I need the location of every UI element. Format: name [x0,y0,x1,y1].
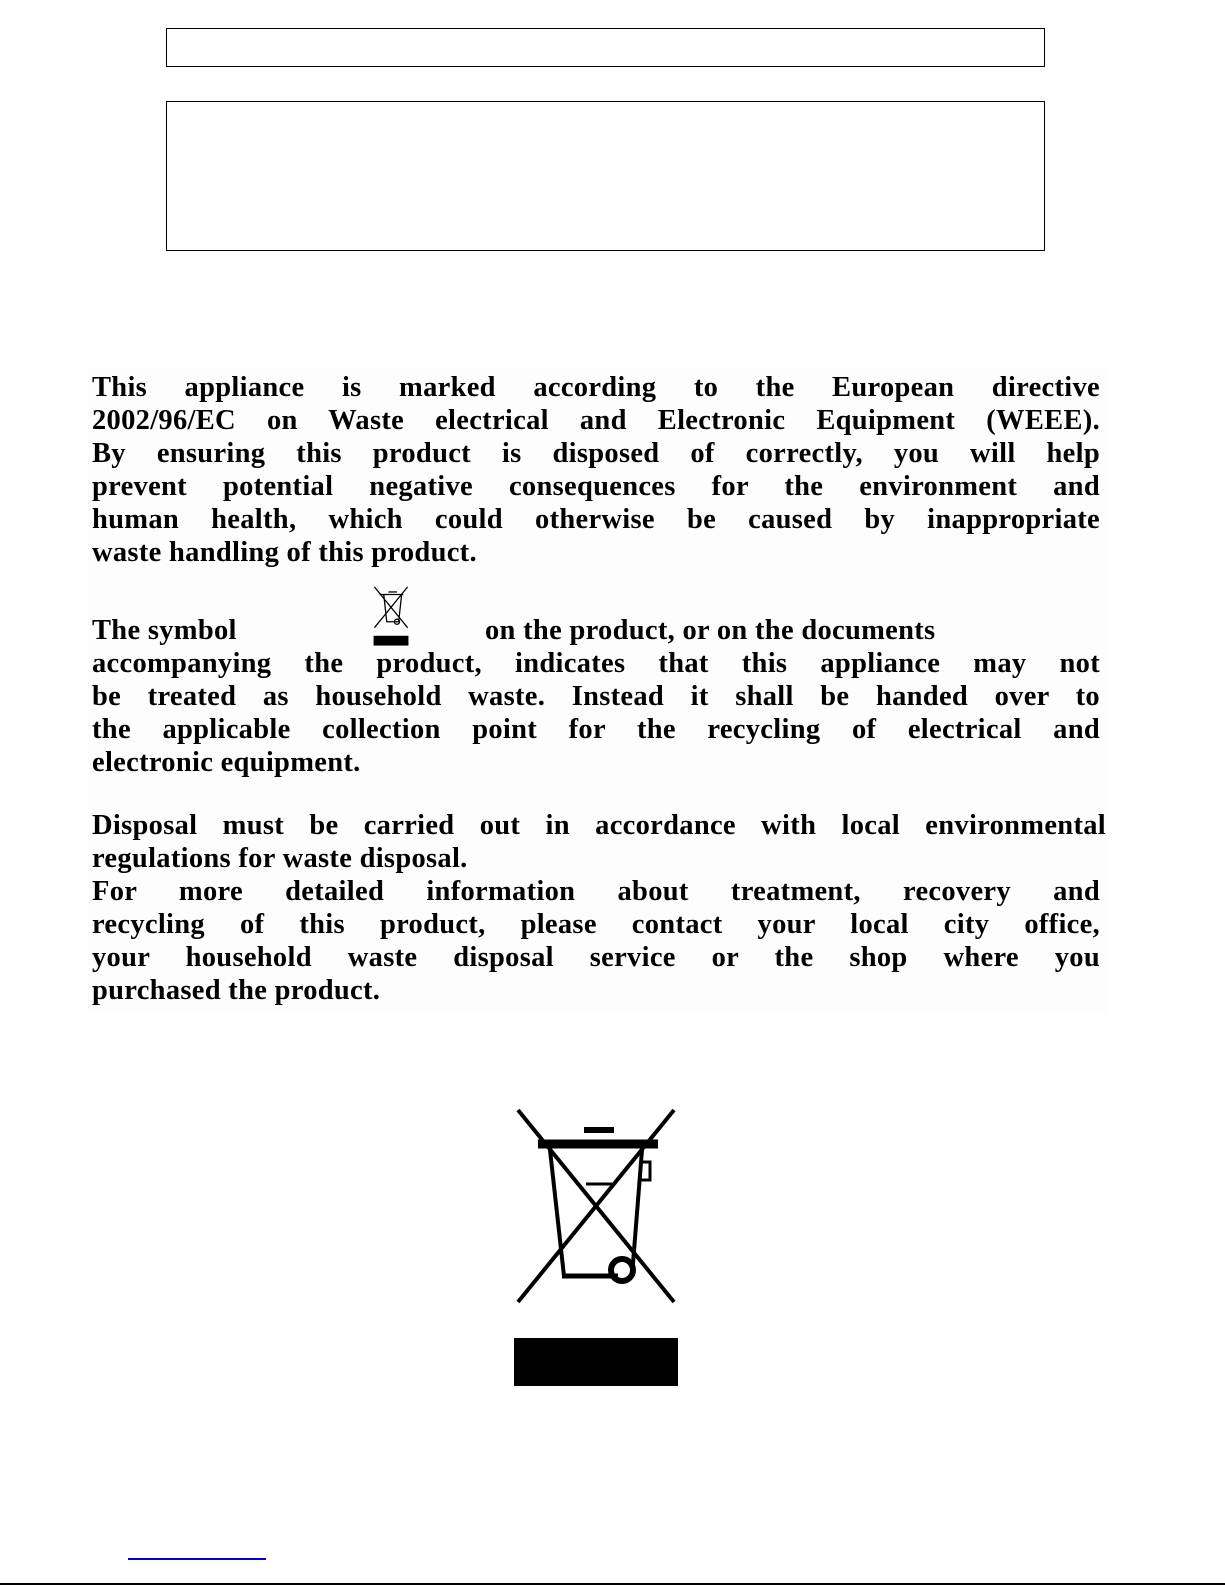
text-line: accompanying the product, indicates that this appliance may not [92,648,1100,679]
info-box [166,101,1045,251]
text-line: For more detailed information about treatment, recovery and [92,876,1100,907]
text-line: your household waste disposal service or the shop where you [92,942,1100,973]
text-line: human health, which could otherwise be caused by inappropriate [92,504,1100,535]
text-line: By ensuring this product is disposed of correctly, you will help [92,438,1100,469]
text-line: the applicable collection point for the recycling of electrical and [92,714,1100,745]
footer-link-underline[interactable] [128,1558,266,1560]
header-box [166,28,1045,67]
text-line: electronic equipment. [92,747,361,778]
weee-notice [88,368,1108,1013]
text-fragment: on the product, or on the documents [485,615,936,646]
text-line: waste handling of this product. [92,537,477,568]
text-line: be treated as household waste. Instead it shall be handed over to [92,681,1100,712]
text-line: purchased the product. [92,975,381,1006]
weee-bin-icon [370,586,412,646]
weee-bin-large-icon [514,1106,678,1388]
text-fragment: The symbol [92,615,237,646]
text-line: Disposal must be carried out in accordance with local environmental [92,810,1106,841]
text-line: prevent potential negative consequences for the environment and [92,471,1100,502]
text-line: 2002/96/EC on Waste electrical and Electronic Equipment (WEEE). [92,405,1100,436]
text-line: This appliance is marked according to the European directive [92,372,1100,403]
text-line: recycling of this product, please contact your local city office, [92,909,1100,940]
text-line: regulations for waste disposal. [92,843,468,874]
symbol-line [92,614,1100,647]
